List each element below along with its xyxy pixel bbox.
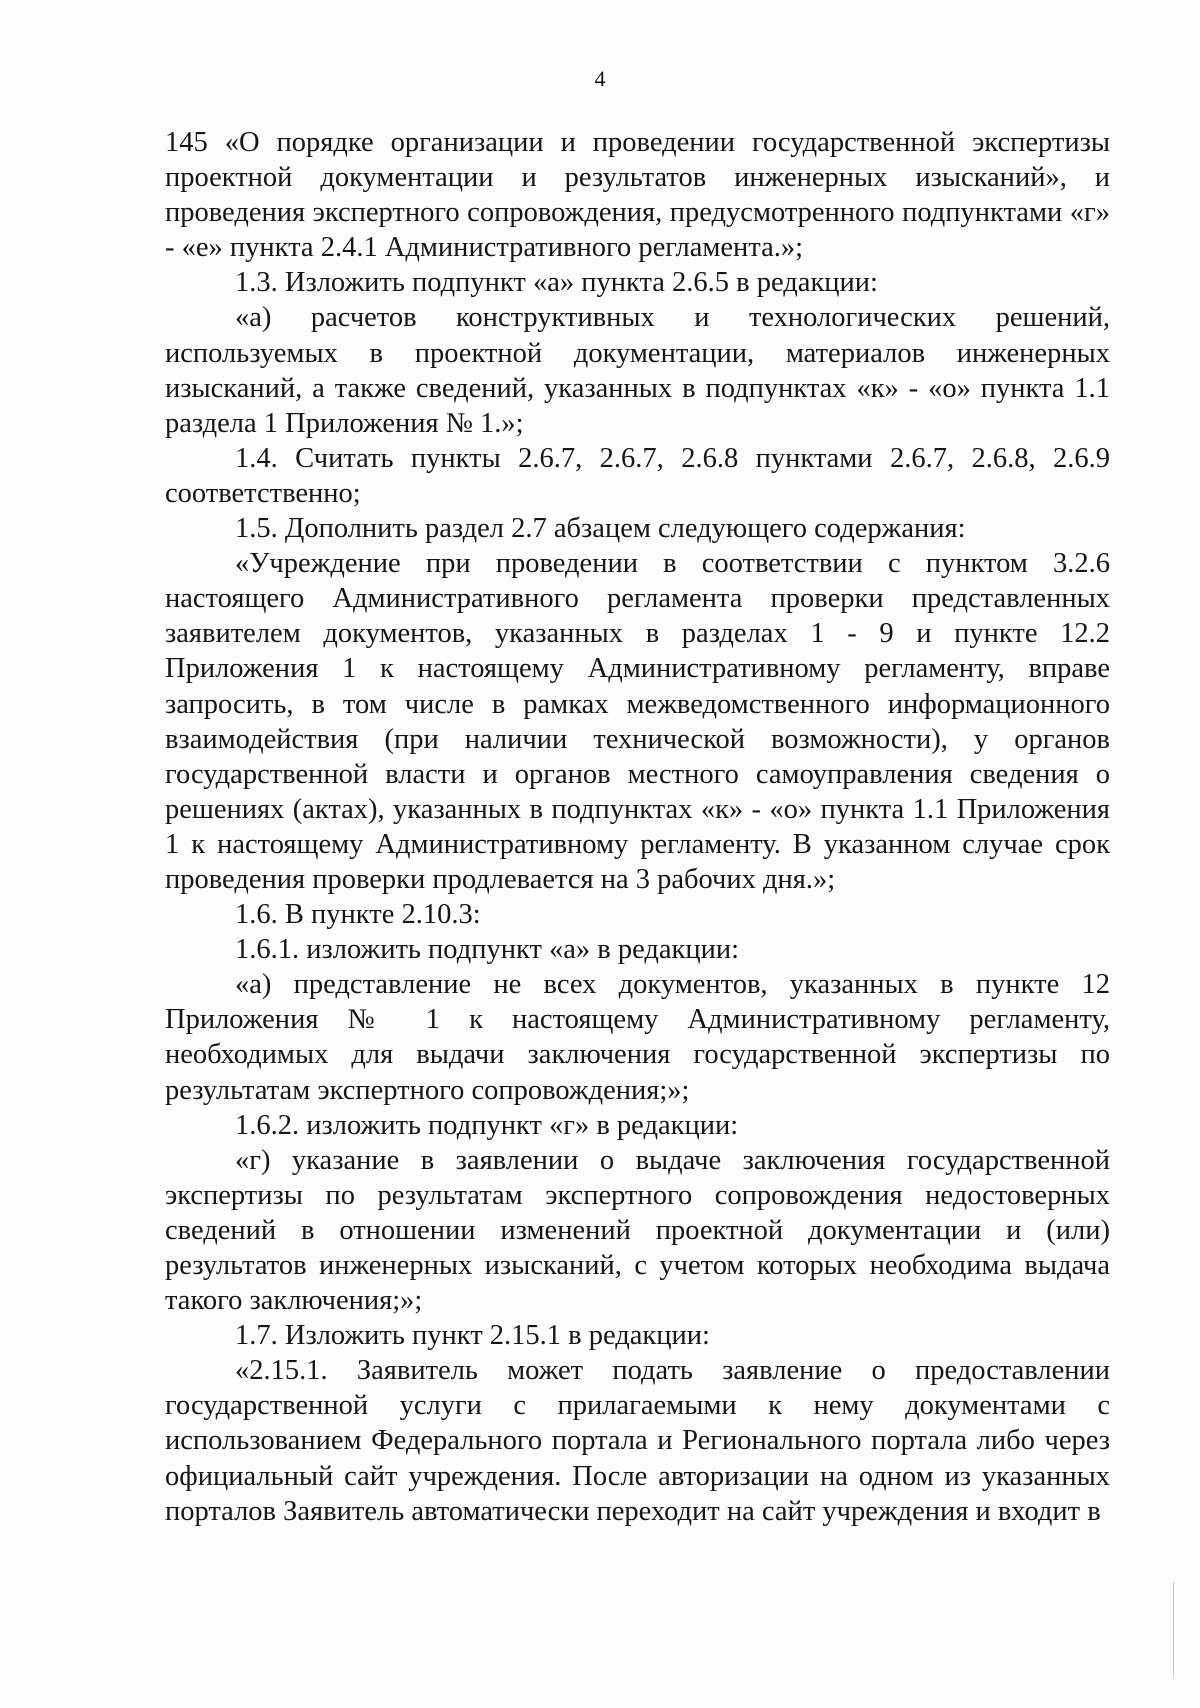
paragraph-quote-subitem-g: «г) указание в заявлении о выдаче заключения государственной экспертизы по результатам экспертного сопровождения недостоверных сведений в отношении изменений проектной документации и (или) результатов инженерных изысканий, с учетом которых необходима выдача такого заключения;»; <box>165 1144 1110 1317</box>
paragraph-item-1-6-2: 1.6.2. изложить подпункт «г» в редакции: <box>235 1109 739 1141</box>
paragraph-item-1-4: 1.4. Считать пункты 2.6.7, 2.6.7, 2.6.8 пунктами 2.6.7, 2.6.8, 2.6.9 соответственно; <box>165 442 1110 509</box>
paragraph-item-1-6-1: 1.6.1. изложить подпункт «а» в редакции: <box>235 934 740 966</box>
paragraph-quote-subitem-a: «а) расчетов конструктивных и технологических решений, используемых в проектной документации, материалов инженерных изысканий, а также сведений, указанных в подпунктах «к» - «о» пункта 1.1 раздела 1 Приложения № 1.»; <box>165 302 1110 439</box>
paragraph-item-1-7: 1.7. Изложить пункт 2.15.1 в редакции: <box>235 1320 710 1352</box>
paragraph-quote-subitem-a-submission: «а) представление не всех документов, указанных в пункте 12 Приложения № 1 к настоящему Административному регламенту, необходимых для выдачи заключения государственной экспертизы по результатам экспертного сопровождения;»; <box>165 969 1110 1106</box>
paragraph-quote-institution: «Учреждение при проведении в соответствии с пунктом 3.2.6 настоящего Административного регламента проверки представленных заявителем документов, указанных в разделах 1 - 9 и пункте 12.2 Приложения 1 к настоящему Административному регламенту, вправе запросить, в том числе в рамках межведомственного информационного взаимодействия (при наличии технической возможности), у органов государственной власти и органов местного самоуправления сведения о решениях (актах), указанных в подпунктах «к» - «о» пункта 1.1 Приложения 1 к настоящему Административному регламенту. В указанном случае срок проведения проверки продлевается на 3 рабочих дня.»; <box>165 548 1110 895</box>
paragraph-continuation: 145 «О порядке организации и проведении государственной экспертизы проектной документации и результатов инженерных изысканий», и проведения экспертного сопровождения, предусмотренного подпунктами «г» - «е» пункта 2.4.1 Административного регламента.»; <box>165 127 1110 264</box>
paragraph-quote-2-15-1: «2.15.1. Заявитель может подать заявление о предоставлении государственной услуги с прилагаемыми к нему документами с использованием Федерального портала и Регионального портала либо через официальный сайт учреждения. После авторизации на одном из указанных порталов Заявитель автоматически переходит на сайт учреждения и входит в <box>165 1355 1110 1527</box>
scan-edge-line <box>1173 1582 1174 1678</box>
document-body <box>165 125 1110 1529</box>
paragraph-item-1-5: 1.5. Дополнить раздел 2.7 абзацем следующего содержания: <box>235 513 966 545</box>
page-number: 4 <box>594 66 606 91</box>
paragraph-item-1-6: 1.6. В пункте 2.10.3: <box>235 899 481 931</box>
paragraph-item-1-3: 1.3. Изложить подпункт «а» пункта 2.6.5 в редакции: <box>235 267 878 299</box>
